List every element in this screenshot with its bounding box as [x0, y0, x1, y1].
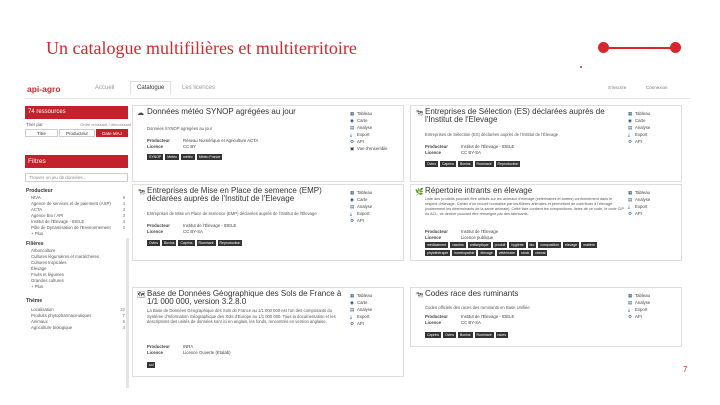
filter-item[interactable]: Agence de services et de paiement (ASP) 4: [31, 201, 125, 206]
tag[interactable]: Ovins: [427, 162, 436, 166]
top-navigation: [25, 78, 690, 99]
table-action[interactable]: ▦ Tableau: [350, 190, 373, 195]
dataset-producer: Producteur Réseau Numérique et Agriculture ACTA: [147, 138, 259, 143]
decorative-line: [603, 47, 675, 49]
map-icon: ◉: [350, 118, 354, 123]
tag[interactable]: sol: [149, 363, 154, 367]
filter-item[interactable]: Élevage: [31, 266, 47, 271]
sort-by-producer-button[interactable]: Producteur: [59, 129, 95, 137]
tag[interactable]: Caprins: [427, 333, 440, 337]
analyze-action[interactable]: ▤ Analyse: [628, 197, 651, 202]
export-action[interactable]: ⤓ Export: [628, 132, 648, 137]
dataset-title[interactable]: Entreprises de Mise en Place de semence (EMP) déclarées auprès de l'Institut de l'Elevage: [147, 186, 322, 203]
tag[interactable]: homéopathie: [454, 251, 475, 255]
dataset-description: Codes officiels des races des ruminants en Base Unifiée: [425, 305, 530, 310]
tag[interactable]: élevage: [480, 251, 493, 255]
export-action[interactable]: ⤓ Export: [628, 204, 648, 209]
dataset-description: Liste des produits pouvant être utilisés sur les animaux d'élevage (vétérinaires et autres) conformément dans le respect d'élevage. Cahier d'un recueil normalisé par les filières animales et permettant de contribuer à l'élevage (notamment les déterminants de la santé animale). Cette liste contient les compositions, listes de ce code, le code CIP ou ACL, ce dernier pouvant être renseigné par des fabricants.: [425, 197, 624, 216]
tag[interactable]: stock: [521, 251, 530, 255]
dataset-card[interactable]: [410, 287, 682, 347]
dataset-producer: Producteur Institut de l'Élevage: [425, 229, 499, 234]
dataset-title[interactable]: Codes race des ruminants: [425, 289, 519, 298]
tag[interactable]: antiseptique: [469, 243, 489, 247]
filter-more[interactable]: + Plus: [31, 284, 44, 289]
tag[interactable]: matière: [583, 243, 595, 247]
filter-item[interactable]: Agriculture biologique 4: [31, 325, 125, 330]
tag[interactable]: Ovins: [149, 241, 158, 245]
dataset-description: Entreprises de Mise en Place de semence (EMP) déclarées auprès de l'Institut de l'Élevage: [147, 211, 317, 216]
export-action[interactable]: ⤓ Export: [628, 307, 648, 312]
tag[interactable]: élevage: [564, 243, 578, 247]
dataset-description: Entreprises de Sélection (ES) déclarées auprès de l'Institut de l'Élevage: [425, 132, 559, 137]
table-action[interactable]: ▦ Tableau: [628, 293, 651, 298]
export-action[interactable]: ⤓ Export: [350, 132, 370, 137]
sidebar-scrollbar[interactable]: [126, 238, 129, 388]
dataset-card[interactable]: [132, 287, 404, 377]
download-icon: ⤓: [628, 307, 630, 312]
tag[interactable]: SYNOP: [149, 155, 162, 159]
chart-icon: ▤: [350, 125, 355, 130]
decorative-dot-right: [670, 42, 681, 53]
filter-item[interactable]: Animaux 5: [31, 319, 125, 324]
filter-item[interactable]: Institut de l'Élevage - IDELE 4: [31, 219, 125, 224]
dataset-tags: [425, 161, 625, 169]
filter-item[interactable]: Fruits et légumes: [31, 272, 64, 277]
app-screenshot: [25, 78, 690, 400]
filter-group-theme: Thème: [26, 298, 43, 304]
dataset-tags: [147, 362, 347, 370]
sort-by-date-button[interactable]: Date MAJ: [96, 129, 128, 137]
sort-by-title-button[interactable]: Titre: [25, 129, 58, 137]
tag[interactable]: composition: [540, 243, 559, 247]
map-action[interactable]: ◉ Carte: [628, 118, 646, 123]
cow-icon: 🐄: [137, 189, 146, 196]
cow-icon: 🐄: [415, 292, 424, 299]
dataset-producer: Producteur Institut de l'Élevage - IDELE: [425, 314, 515, 319]
tag[interactable]: Ruminant: [476, 162, 492, 166]
chart-icon: ▤: [628, 197, 633, 202]
signup-link[interactable]: S'inscrire: [608, 85, 627, 90]
tab-licences[interactable]: Les licences: [182, 85, 216, 91]
chart-icon: ▤: [350, 307, 355, 312]
filters-title: Filtres: [25, 155, 128, 168]
tag[interactable]: hygiène: [511, 243, 524, 247]
chart-icon: ▤: [628, 300, 633, 305]
dataset-title[interactable]: Base de Données Géographique des Sols de France à 1/1 000 000, version 3.2.8.0: [147, 289, 342, 306]
tag[interactable]: Bovins: [163, 241, 175, 245]
chart-icon: ▤: [628, 125, 633, 130]
table-action[interactable]: ▦ Tableau: [628, 190, 651, 195]
tag[interactable]: Bovins: [460, 333, 471, 337]
filter-group-producer: Producteur: [26, 188, 53, 194]
tag[interactable]: Caprins: [180, 241, 193, 245]
resource-count: 74 ressources: [25, 106, 128, 119]
table-action[interactable]: ▦ Tableau: [350, 111, 373, 116]
leaf-icon: 🌿: [415, 189, 424, 196]
tab-catalogue[interactable]: Catalogue: [130, 81, 171, 95]
dataset-title[interactable]: Données météo SYNOP agrégées au jour: [147, 107, 296, 116]
api-action[interactable]: ⚙ API: [350, 218, 364, 223]
analyze-action[interactable]: ▤ Analyse: [628, 125, 651, 130]
api-icon: ⚙: [350, 139, 354, 144]
table-icon: ▦: [628, 190, 633, 195]
download-icon: ⤓: [350, 132, 352, 137]
filter-search-input[interactable]: Trouver un jeu de données...: [25, 173, 128, 182]
dataset-licence: Licence Licence publique: [425, 235, 494, 240]
dataset-description: La Base de Données Géographique des Sols de France au 1/1 000 000 est l'un des composants du Système d'Information Géographique des Sols d'Europe au 1/1 000 000. Tous la documentation et les descriptions des unités de données sont ici en anglais, les fonds, rencontrés en version anglaise.: [147, 308, 336, 324]
api-icon: ⚙: [628, 314, 632, 319]
map-action[interactable]: ◉ Carte: [350, 300, 368, 305]
chart-icon: ▤: [350, 204, 355, 209]
dataset-licence: Licence Licence Ouverte (Etalab): [147, 350, 231, 355]
dataset-licence: Licence CC BY-SA: [147, 229, 203, 234]
dataset-licence: Licence CC BY-SA: [425, 150, 481, 155]
tag[interactable]: vaccins: [452, 243, 464, 247]
tag[interactable]: Reproduction: [219, 241, 241, 245]
overview-action[interactable]: ▣ Vue d'ensemble: [350, 146, 388, 151]
tag[interactable]: Ruminant: [198, 241, 214, 245]
filter-item[interactable]: Cultures tropicales: [31, 260, 67, 265]
dataset-title[interactable]: Répertoire intrants en élevage: [425, 186, 533, 195]
export-action[interactable]: ⤓ Export: [350, 211, 370, 216]
filter-item[interactable]: Grandes cultures: [31, 278, 64, 283]
dataset-actions: [350, 189, 402, 224]
dataset-title[interactable]: Entreprises de Sélection (ES) déclarées auprès de l'Institut de l'Elevage: [425, 107, 605, 124]
tag[interactable]: cheval: [535, 251, 546, 255]
map-action[interactable]: ◉ Carte: [350, 197, 368, 202]
login-link[interactable]: Connexion: [646, 85, 668, 90]
analyze-action[interactable]: ▤ Analyse: [628, 300, 651, 305]
dataset-card[interactable]: [410, 105, 682, 182]
table-icon: ▦: [350, 190, 355, 195]
api-action[interactable]: ⚙ API: [628, 314, 642, 319]
tag[interactable]: Ruminant: [476, 333, 492, 337]
analyze-action[interactable]: ▤ Analyse: [350, 204, 373, 209]
dataset-producer: Producteur Institut de l'Élevage - IDELE: [147, 223, 237, 228]
filter-more[interactable]: + Plus: [31, 231, 44, 236]
cow-icon: 🐄: [415, 110, 424, 117]
dataset-licence: Licence CC BY: [147, 144, 197, 149]
tag[interactable]: phytothérapie: [427, 251, 449, 255]
dataset-actions: [350, 292, 402, 327]
filter-item[interactable]: ACTA 3: [31, 207, 125, 212]
map-action[interactable]: ◉ Carte: [350, 118, 368, 123]
weather-icon: ☁: [137, 110, 144, 117]
api-action[interactable]: ⚙ API: [350, 139, 364, 144]
table-icon: ▦: [628, 111, 633, 116]
filter-item[interactable]: Cultures légumières et maraîchères: [31, 254, 100, 259]
map-icon: ◉: [350, 300, 354, 305]
filter-item[interactable]: NIVA 9: [31, 195, 125, 200]
sort-order[interactable]: Ordre croissant / décroissant: [80, 122, 132, 127]
api-icon: ⚙: [628, 211, 632, 216]
tab-accueil[interactable]: Accueil: [95, 85, 115, 91]
decorative-dot-left: [598, 42, 609, 53]
tag[interactable]: Reproduction: [497, 162, 519, 166]
table-icon: ▦: [350, 111, 355, 116]
tag[interactable]: Météo: [167, 155, 177, 159]
api-action[interactable]: ⚙ API: [628, 139, 642, 144]
tag[interactable]: Caprins: [441, 162, 455, 166]
download-icon: ⤓: [628, 204, 630, 209]
analyze-action[interactable]: ▤ Analyse: [350, 307, 373, 312]
tag[interactable]: races: [497, 333, 507, 337]
tag[interactable]: Ovins: [445, 333, 455, 337]
api-action[interactable]: ⚙ API: [350, 321, 364, 326]
map-icon: 🗺: [137, 292, 146, 299]
dataset-description: Données SYNOP agrégées au jour: [147, 126, 213, 131]
dataset-actions: [628, 189, 680, 217]
analyze-action[interactable]: ▤ Analyse: [350, 125, 373, 130]
slide-title: Un catalogue multifilières et multiterritoire: [46, 38, 357, 58]
filter-item[interactable]: Localisation 22: [31, 307, 125, 312]
dataset-actions: [350, 110, 402, 152]
table-action[interactable]: ▦ Tableau: [350, 293, 373, 298]
dataset-actions: [628, 110, 680, 145]
download-icon: ⤓: [628, 132, 630, 137]
download-icon: ⤓: [350, 314, 352, 319]
tag[interactable]: Météo France: [198, 155, 221, 159]
dataset-producer: Producteur Institut de l'Élevage - IDELE: [425, 144, 515, 149]
page-number: 7: [683, 365, 688, 374]
tag[interactable]: bio: [529, 243, 535, 247]
dataset-tags: [425, 332, 625, 340]
table-action[interactable]: ▦ Tableau: [628, 111, 651, 116]
dataset-tags: [147, 240, 347, 248]
tag[interactable]: météo: [183, 155, 193, 159]
dataset-producer: Producteur INRA: [147, 344, 194, 349]
api-icon: ⚙: [628, 139, 632, 144]
filter-item[interactable]: Arboriculture: [31, 248, 56, 253]
dataset-actions: [628, 292, 680, 320]
map-icon: ◉: [350, 197, 354, 202]
api-icon: ⚙: [350, 218, 354, 223]
filter-group-filieres: Filières: [26, 241, 44, 247]
api-action[interactable]: ⚙ API: [628, 211, 642, 216]
tag[interactable]: médicament: [427, 243, 447, 247]
site-logo[interactable]: api-agro: [27, 84, 61, 94]
table-icon: ▦: [628, 293, 633, 298]
filter-item[interactable]: Produits phytopharmaceutiques 7: [31, 313, 125, 318]
decorative-dot-small: [580, 66, 582, 68]
dataset-licence: Licence CC BY-SA: [425, 320, 481, 325]
dataset-tags: [147, 154, 347, 162]
table-icon: ▦: [350, 293, 355, 298]
tag[interactable]: produit: [494, 243, 506, 247]
sort-label: Trier par: [26, 122, 43, 127]
map-icon: ◉: [628, 118, 632, 123]
api-icon: ⚙: [350, 321, 354, 326]
overview-icon: ▣: [350, 146, 355, 151]
dataset-card[interactable]: [410, 184, 682, 261]
tag[interactable]: vétérinaire: [498, 251, 516, 255]
filter-item[interactable]: Agence Bio / API 3: [31, 213, 125, 218]
tag[interactable]: Bovins: [460, 162, 471, 166]
dataset-tags: [425, 242, 625, 258]
export-action[interactable]: ⤓ Export: [350, 314, 370, 319]
dataset-card[interactable]: [132, 184, 404, 261]
filter-item[interactable]: Pôle de Dynamisation de l'Environnement 3: [31, 225, 125, 230]
dataset-card[interactable]: [132, 105, 404, 182]
download-icon: ⤓: [350, 211, 352, 216]
